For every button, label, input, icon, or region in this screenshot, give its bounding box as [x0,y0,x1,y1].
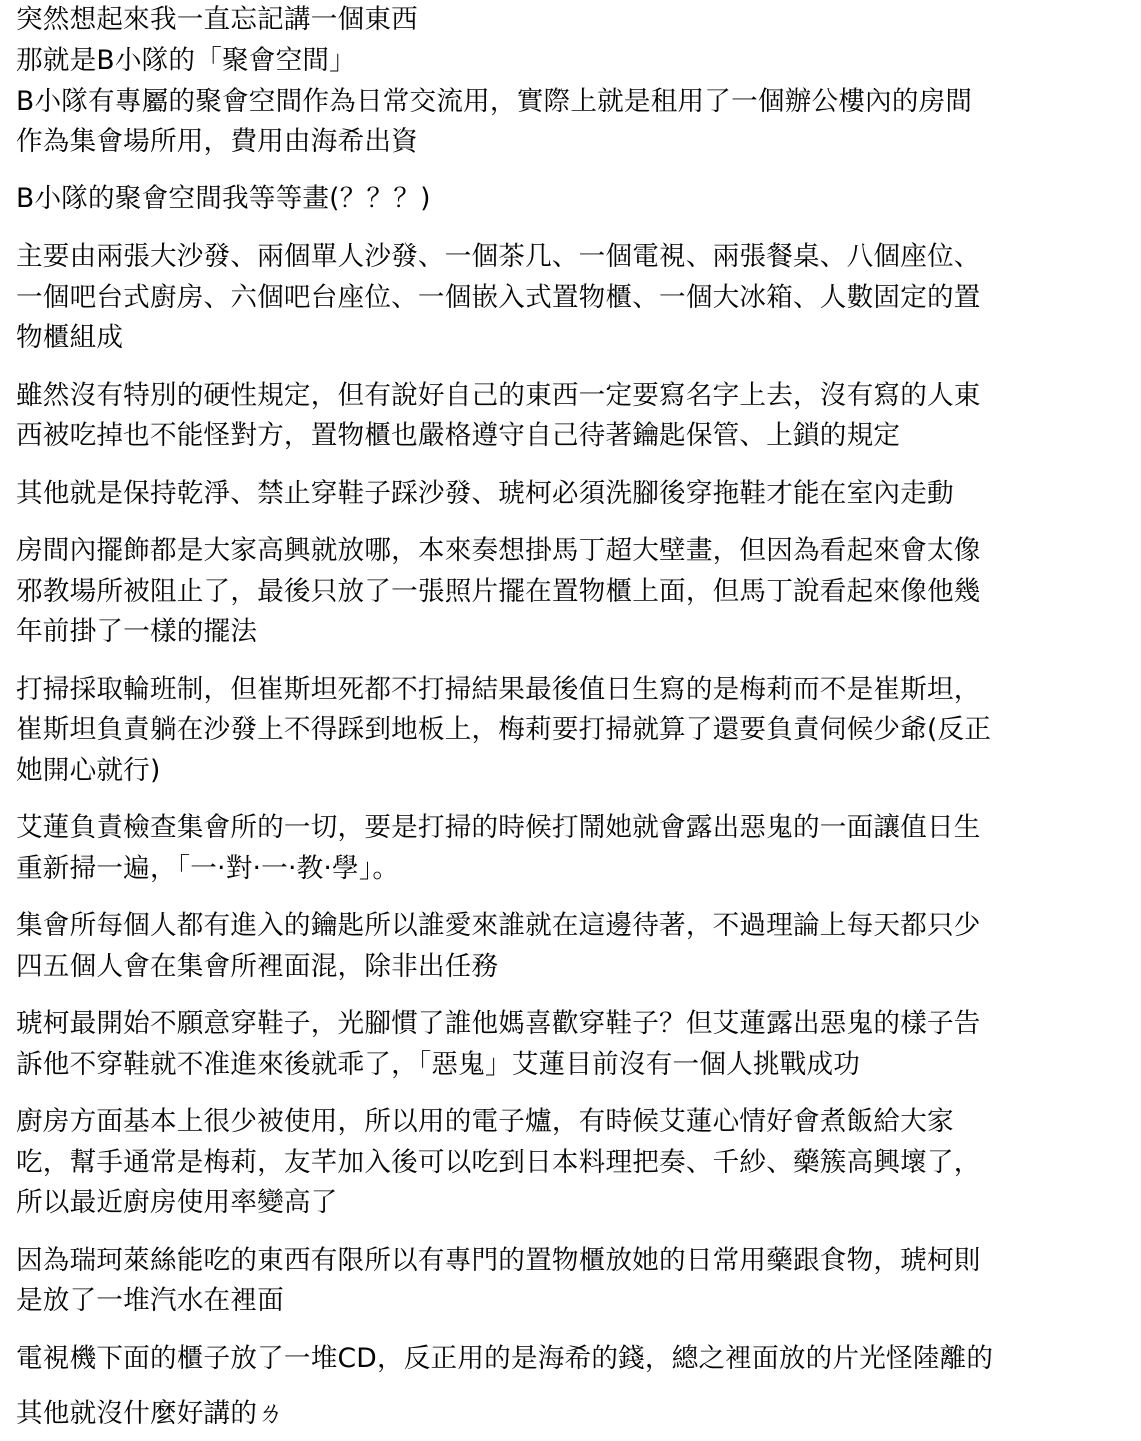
paragraph-3-line-1: 主要由兩張大沙發、兩個單人沙發、一個茶几、一個電視、兩張餐桌、八個座位、 [16,241,981,272]
paragraph-9-line-2: 四五個人會在集會所裡面混，除非出任務 [16,951,499,982]
paragraph-1-line-2: 那就是B小隊的「聚會空間」 [16,45,356,76]
paragraph-11-line-2: 吃，幫手通常是梅莉，友芊加入後可以吃到日本料理把奏、千紗、藥簇高興壞了， [16,1147,981,1178]
paragraph-1-line-1: 突然想起來我一直忘記講一個東西 [16,4,418,35]
paragraph-1-line-4: 作為集會場所用，費用由海希出資 [16,126,418,157]
paragraph-8-line-1: 艾蓮負責檢查集會所的一切，要是打掃的時候打鬧她就會露出惡鬼的一面讓值日生 [16,812,981,843]
paragraph-5-line-1: 其他就是保持乾淨、禁止穿鞋子踩沙發、琥柯必須洗腳後穿拖鞋才能在室內走動 [16,478,954,509]
paragraph-12-line-2: 是放了一堆汽水在裡面 [16,1285,284,1316]
paragraph-10-line-1: 琥柯最開始不願意穿鞋子，光腳慣了誰他媽喜歡穿鞋子？但艾蓮露出惡鬼的樣子告 [16,1008,981,1039]
paragraph-3-line-3: 物櫃組成 [16,322,124,353]
paragraph-6-line-1: 房間內擺飾都是大家高興就放哪，本來奏想掛馬丁超大壁畫，但因為看起來會太像 [16,535,981,566]
paragraph-10-line-2: 訴他不穿鞋就不准進來後就乖了，「惡鬼」艾蓮目前沒有一個人挑戰成功 [16,1049,861,1080]
paragraph-7-line-2: 崔斯坦負責躺在沙發上不得踩到地板上，梅莉要打掃就算了還要負責伺候少爺(反正 [16,714,992,745]
paragraph-9-line-1: 集會所每個人都有進入的鑰匙所以誰愛來誰就在這邊待著，不過理論上每天都只少 [16,910,981,941]
paragraph-2-line-1: B小隊的聚會空間我等等畫(？？？) [16,183,431,214]
paragraph-12-line-1: 因為瑞珂萊絲能吃的東西有限所以有專門的置物櫃放她的日常用藥跟食物，琥柯則 [16,1245,981,1276]
paragraph-4-line-2: 西被吃掉也不能怪對方，置物櫃也嚴格遵守自己待著鑰匙保管、上鎖的規定 [16,420,901,451]
paragraph-6-line-2: 邪教場所被阻止了，最後只放了一張照片擺在置物櫃上面，但馬丁說看起來像他幾 [16,576,981,607]
paragraph-6-line-3: 年前掛了一樣的擺法 [16,616,258,647]
paragraph-3-line-2: 一個吧台式廚房、六個吧台座位、一個嵌入式置物櫃、一個大冰箱、人數固定的置 [16,282,981,313]
paragraph-11-line-3: 所以最近廚房使用率變高了 [16,1187,338,1218]
paragraph-7-line-1: 打掃採取輪班制，但崔斯坦死都不打掃結果最後值日生寫的是梅莉而不是崔斯坦， [16,674,981,705]
paragraph-13-line-1: 電視機下面的櫃子放了一堆CD，反正用的是海希的錢，總之裡面放的片光怪陸離的 [16,1343,994,1374]
paragraph-14-line-1: 其他就沒什麼好講的ㄌ [16,1398,284,1429]
paragraph-8-line-2: 重新掃一遍，「一‧對‧一‧教‧學」。 [16,853,400,884]
paragraph-4-line-1: 雖然沒有特別的硬性規定，但有說好自己的東西一定要寫名字上去，沒有寫的人東 [16,380,981,411]
paragraph-11-line-1: 廚房方面基本上很少被使用，所以用的電子爐，有時候艾蓮心情好會煮飯給大家 [16,1106,954,1137]
paragraph-1-line-3: B小隊有專屬的聚會空間作為日常交流用，實際上就是租用了一個辦公樓內的房間 [16,86,973,117]
paragraph-7-line-3: 她開心就行) [16,755,161,786]
